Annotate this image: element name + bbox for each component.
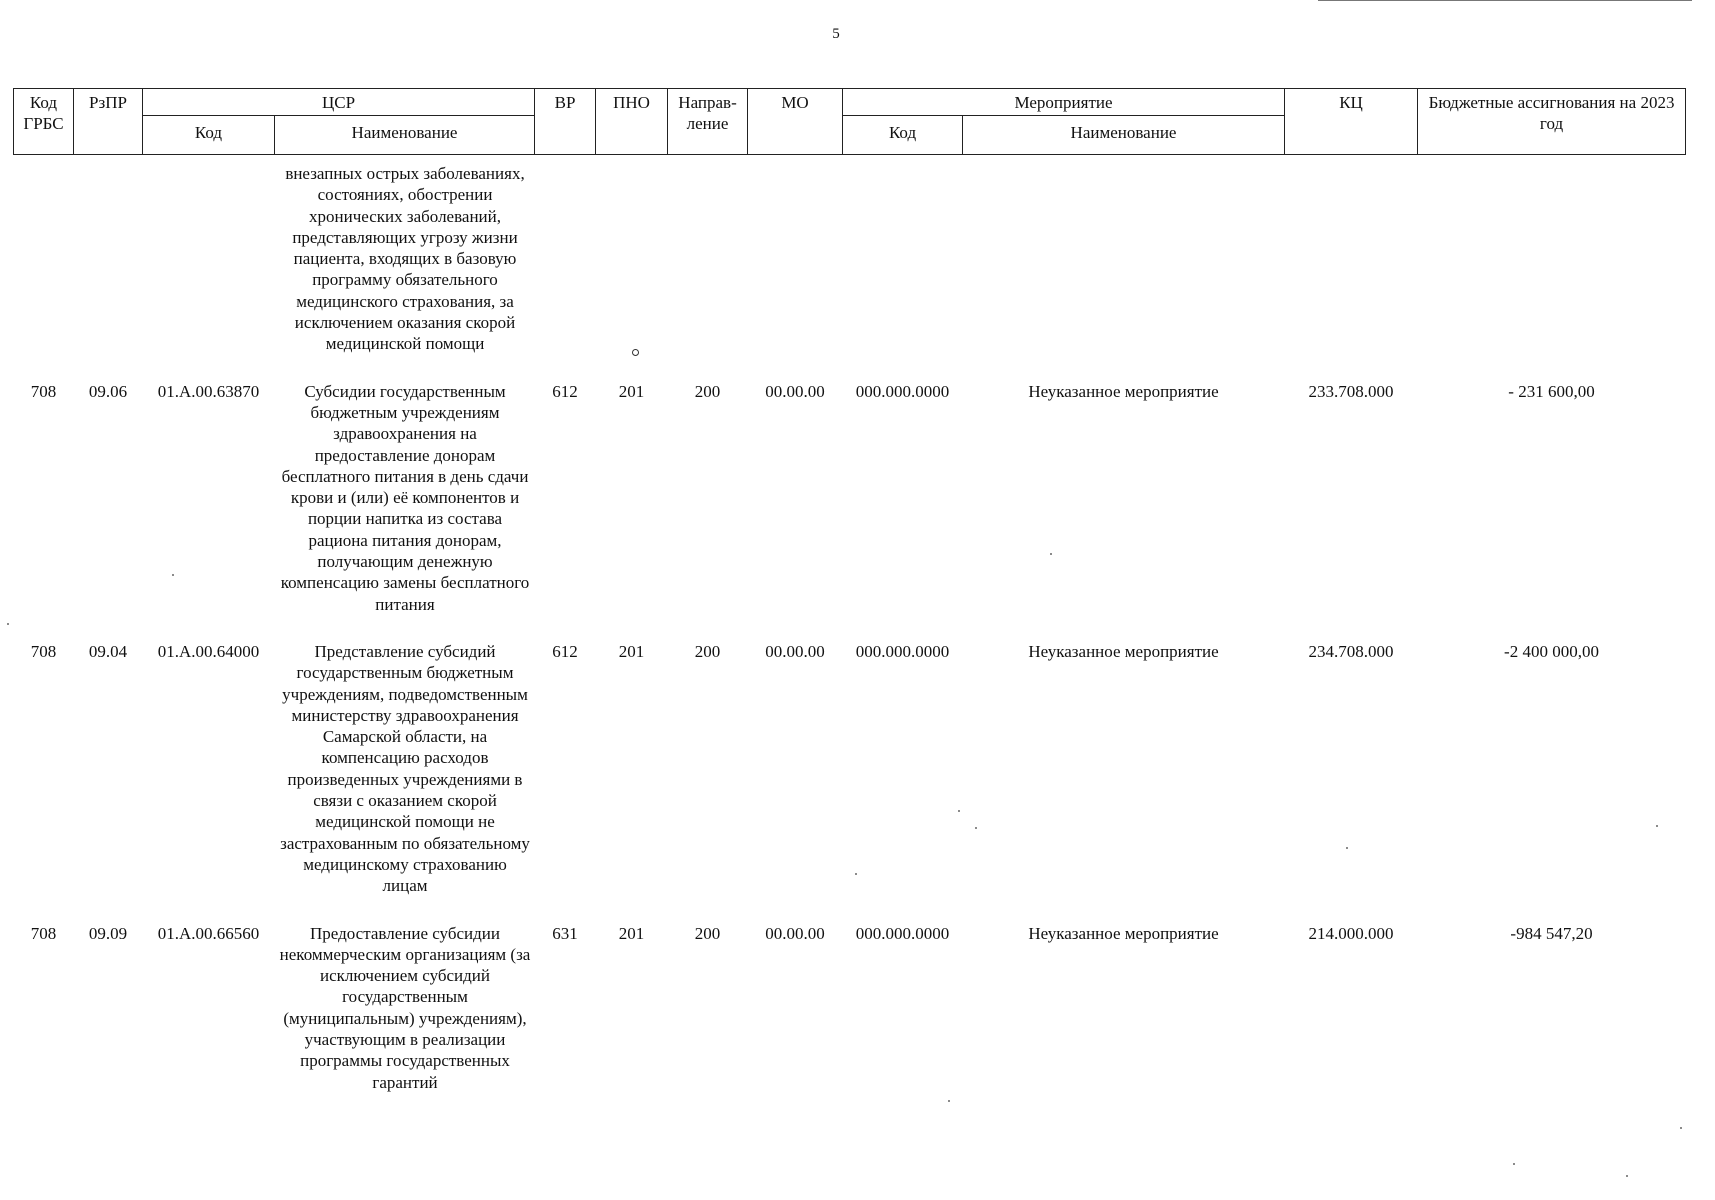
- cell-csr-kod: 01.А.00.63870: [157, 381, 260, 401]
- cell-kc: 233.708.000: [1308, 381, 1394, 401]
- cell-csr-name: Представление субсидий государственным бюджетным учреждениям, подведомственным министерству здравоохранения Самарской области, на компенсацию расходов произведенных учреждениями в связи с оказанием скорой медицинской помощи не застрахованным по обязательному медицинскому страхованию лицам: [280, 641, 530, 896]
- cell-csr-kod: 01.А.00.64000: [157, 641, 260, 661]
- scan-speck: [1346, 847, 1348, 849]
- header-csr: ЦСР: [143, 89, 535, 116]
- scan-speck: [1656, 825, 1658, 827]
- continuation-name: внезапных острых заболеваниях, состояниях, обострении хронических заболеваний, представляющих угрозу жизни пациента, входящих в базовую программу обязательного медицинского страхования, за исключением оказания скорой медицинской помощи: [285, 164, 525, 354]
- cell-kc: 214.000.000: [1308, 923, 1394, 943]
- cell-napravlenie: 200: [694, 381, 721, 401]
- cell-mo: 00.00.00: [765, 641, 825, 661]
- cell-amount: -984 547,20: [1510, 923, 1593, 943]
- cell-mer-name: Неуказанное мероприятие: [1028, 641, 1219, 661]
- scan-mark: [632, 349, 639, 356]
- header-kod-grbs: Код ГРБС: [14, 89, 74, 155]
- scan-speck: [1680, 1127, 1682, 1129]
- table-header: [14, 89, 1686, 155]
- scan-speck: [948, 1100, 950, 1102]
- cell-vr: 612: [552, 641, 578, 661]
- scan-speck: [855, 873, 857, 875]
- top-edge-rule: [1318, 0, 1692, 1]
- cell-mer-name: Неуказанное мероприятие: [1028, 923, 1219, 943]
- cell-mer-kod: 000.000.0000: [855, 923, 950, 943]
- scan-speck: [975, 827, 977, 829]
- header-mer-kod: Код: [843, 116, 963, 155]
- cell-vr: 612: [552, 381, 578, 401]
- header-meropriyatie: Мероприятие: [843, 89, 1285, 116]
- scan-speck: [958, 810, 960, 812]
- continuation-row: [14, 155, 1686, 381]
- header-csr-kod: Код: [143, 116, 275, 155]
- scan-speck: [1513, 1163, 1515, 1165]
- cell-mer-kod: 000.000.0000: [855, 641, 950, 661]
- cell-rzpr: 09.04: [88, 641, 128, 661]
- table-row: [14, 641, 1686, 923]
- header-vr: ВР: [535, 89, 596, 155]
- cell-pno: 201: [618, 923, 645, 943]
- page-number: 5: [832, 26, 840, 42]
- table-row: [14, 923, 1686, 1093]
- header-napravlenie: Направ-ление: [668, 89, 748, 155]
- scan-speck: [7, 623, 9, 625]
- cell-rzpr: 09.09: [88, 923, 128, 943]
- header-budget: Бюджетные ассигнования на 2023 год: [1418, 89, 1686, 155]
- table-row: [14, 381, 1686, 641]
- cell-kc: 234.708.000: [1308, 641, 1394, 661]
- table-body: [14, 155, 1686, 1093]
- cell-vr: 631: [552, 923, 578, 943]
- header-mer-name: Наименование: [963, 116, 1285, 155]
- cell-mo: 00.00.00: [765, 923, 825, 943]
- cell-pno: 201: [618, 641, 645, 661]
- cell-csr-name: Субсидии государственным бюджетным учреждениям здравоохранения на предоставление донорам бесплатного питания в день сдачи крови и (или) её компонентов и порции напитка из состава рациона питания донорам, получающим денежную компенсацию замены бесплатного питания: [280, 381, 530, 614]
- cell-rzpr: 09.06: [88, 381, 128, 401]
- cell-csr-name: Предоставление субсидии некоммерческим организациям (за исключением субсидий государственным (муниципальным) учреждениям), участвующим в реализации программы государственных гарантий: [279, 923, 531, 1092]
- cell-pno: 201: [618, 381, 645, 401]
- scan-speck: [1050, 553, 1052, 555]
- cell-grbs: 708: [30, 381, 57, 401]
- header-csr-name: Наименование: [275, 116, 535, 155]
- cell-amount: - 231 600,00: [1508, 381, 1595, 401]
- cell-amount: -2 400 000,00: [1504, 641, 1599, 661]
- cell-grbs: 708: [30, 641, 57, 661]
- header-kc: КЦ: [1285, 89, 1418, 155]
- scan-speck: [1626, 1175, 1628, 1177]
- cell-mo: 00.00.00: [765, 381, 825, 401]
- cell-csr-kod: 01.А.00.66560: [157, 923, 260, 943]
- budget-table: [13, 88, 1686, 1093]
- header-pno: ПНО: [596, 89, 668, 155]
- cell-napravlenie: 200: [694, 923, 721, 943]
- cell-mer-kod: 000.000.0000: [855, 381, 950, 401]
- cell-grbs: 708: [30, 923, 57, 943]
- cell-napravlenie: 200: [694, 641, 721, 661]
- header-rzpr: РзПР: [74, 89, 143, 155]
- header-mo: МО: [748, 89, 843, 155]
- scan-speck: [172, 574, 174, 576]
- cell-mer-name: Неуказанное мероприятие: [1028, 381, 1219, 401]
